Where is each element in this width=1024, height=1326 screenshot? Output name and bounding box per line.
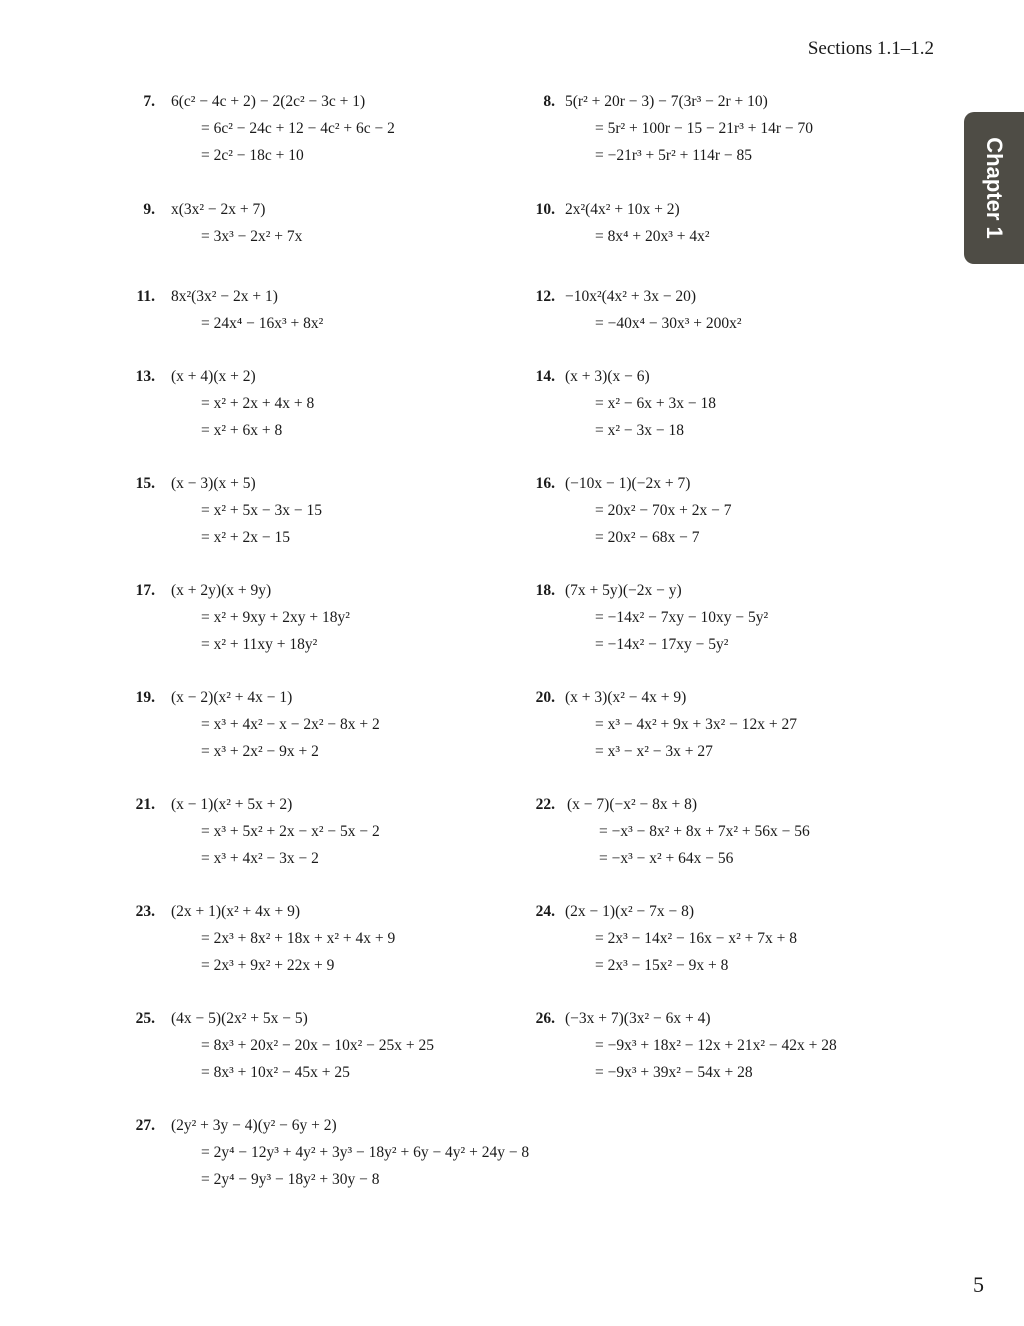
expression: (4x − 5)(2x² + 5x − 5) <box>171 1010 308 1027</box>
problem-number: 27. <box>135 1117 155 1134</box>
step: = 24x⁴ − 16x³ + 8x² <box>201 315 324 332</box>
expression: (x + 3)(x² − 4x + 9) <box>565 689 687 706</box>
step: = 8x³ + 10x² − 45x + 25 <box>201 1064 350 1081</box>
problem-number: 22. <box>535 796 555 813</box>
problem-number: 15. <box>135 475 155 492</box>
expression: (x − 3)(x + 5) <box>171 475 256 492</box>
expression: (2x − 1)(x² − 7x − 8) <box>565 903 695 920</box>
expression: x(3x² − 2x + 7) <box>171 201 266 218</box>
problem-24 <box>525 898 797 979</box>
expression: (2x + 1)(x² + 4x + 9) <box>171 903 301 920</box>
step: = 2y⁴ − 9y³ − 18y² + 30y − 8 <box>201 1171 380 1188</box>
step: = 2x³ − 14x² − 16x − x² + 7x + 8 <box>595 930 798 947</box>
step: = 20x² − 68x − 7 <box>595 529 700 546</box>
chapter-tab-label: Chapter 1 <box>982 137 1007 239</box>
step: = 2x³ + 9x² + 22x + 9 <box>201 957 335 974</box>
section-header: Sections 1.1–1.2 <box>807 38 934 59</box>
step: = 2x³ − 15x² − 9x + 8 <box>595 957 729 974</box>
problem-22 <box>525 791 810 872</box>
expression: (7x + 5y)(−2x − y) <box>565 582 682 599</box>
step: = −21r³ + 5r² + 114r − 85 <box>595 147 753 164</box>
problem-19 <box>125 684 380 765</box>
expression: (x + 2y)(x + 9y) <box>171 582 272 599</box>
expression: 5(r² + 20r − 3) − 7(3r³ − 2r + 10) <box>565 93 768 110</box>
step: = 2c² − 18c + 10 <box>201 147 304 164</box>
problem-23 <box>125 898 395 979</box>
problem-number: 8. <box>543 93 555 110</box>
step: = x² + 9xy + 2xy + 18y² <box>201 609 350 626</box>
problem-25 <box>125 1005 434 1086</box>
problem-number: 19. <box>135 689 155 706</box>
problem-18 <box>525 577 768 658</box>
problem-number: 9. <box>143 201 155 218</box>
step: = x³ + 2x² − 9x + 2 <box>201 743 319 760</box>
problem-7 <box>125 88 395 169</box>
step: = x² + 2x + 4x + 8 <box>201 395 315 412</box>
expression: 8x²(3x² − 2x + 1) <box>171 288 278 305</box>
step: = −14x² − 17xy − 5y² <box>595 636 729 653</box>
step: = x² + 11xy + 18y² <box>201 636 318 653</box>
problem-number: 11. <box>136 288 155 305</box>
problem-11 <box>125 283 323 337</box>
expression: (x − 7)(−x² − 8x + 8) <box>567 796 698 813</box>
problem-21 <box>125 791 380 872</box>
step: = 2x³ + 8x² + 18x + x² + 4x + 9 <box>201 930 396 947</box>
problem-number: 20. <box>535 689 555 706</box>
problem-26 <box>525 1005 837 1086</box>
step: = 8x⁴ + 20x³ + 4x² <box>595 228 710 245</box>
step: = −x³ − x² + 64x − 56 <box>599 850 734 867</box>
problem-14 <box>525 363 716 444</box>
step: = x³ + 4x² − 3x − 2 <box>201 850 319 867</box>
expression: (x + 3)(x − 6) <box>565 368 650 385</box>
problem-number: 18. <box>535 582 555 599</box>
problem-number: 17. <box>135 582 155 599</box>
problem-9 <box>125 196 302 250</box>
step: = x² − 6x + 3x − 18 <box>595 395 716 412</box>
problem-number: 12. <box>535 288 555 305</box>
step: = 6c² − 24c + 12 − 4c² + 6c − 2 <box>201 120 395 137</box>
chapter-tab <box>964 112 1024 264</box>
step: = x² − 3x − 18 <box>595 422 684 439</box>
page-number: 5 <box>973 1272 984 1297</box>
step: = x² + 2x − 15 <box>201 529 290 546</box>
expression: (x − 1)(x² + 5x + 2) <box>171 796 293 813</box>
problem-number: 26. <box>535 1010 555 1027</box>
problem-13 <box>125 363 314 444</box>
step: = −14x² − 7xy − 10xy − 5y² <box>595 609 769 626</box>
expression: (−10x − 1)(−2x + 7) <box>565 475 691 492</box>
problem-number: 24. <box>535 903 555 920</box>
step: = x² + 5x − 3x − 15 <box>201 502 322 519</box>
problem-20 <box>525 684 797 765</box>
step: = x² + 6x + 8 <box>201 422 283 439</box>
step: = −x³ − 8x² + 8x + 7x² + 56x − 56 <box>599 823 810 840</box>
problem-8 <box>525 88 813 169</box>
problem-12 <box>525 283 742 337</box>
problem-number: 25. <box>135 1010 155 1027</box>
expression: −10x²(4x² + 3x − 20) <box>565 288 697 305</box>
problem-number: 16. <box>535 475 555 492</box>
problem-number: 13. <box>135 368 155 385</box>
problem-27 <box>125 1112 529 1193</box>
problem-number: 10. <box>535 201 555 218</box>
step: = x³ + 4x² − x − 2x² − 8x + 2 <box>201 716 380 733</box>
problem-number: 21. <box>135 796 155 813</box>
problem-number: 23. <box>135 903 155 920</box>
step: = −9x³ + 18x² − 12x + 21x² − 42x + 28 <box>595 1037 837 1054</box>
problem-number: 7. <box>143 93 155 110</box>
expression: 6(c² − 4c + 2) − 2(2c² − 3c + 1) <box>171 93 366 110</box>
expression: 2x²(4x² + 10x + 2) <box>565 201 680 218</box>
expression: (x + 4)(x + 2) <box>171 368 256 385</box>
problem-number: 14. <box>535 368 555 385</box>
step: = x³ + 5x² + 2x − x² − 5x − 2 <box>201 823 380 840</box>
step: = 8x³ + 20x² − 20x − 10x² − 25x + 25 <box>201 1037 435 1054</box>
expression: (−3x + 7)(3x² − 6x + 4) <box>565 1010 711 1027</box>
problem-10 <box>525 196 710 250</box>
expression: (x − 2)(x² + 4x − 1) <box>171 689 293 706</box>
step: = x³ − 4x² + 9x + 3x² − 12x + 27 <box>595 716 798 733</box>
problem-16 <box>525 470 732 551</box>
step: = −9x³ + 39x² − 54x + 28 <box>595 1064 753 1081</box>
problem-15 <box>125 470 322 551</box>
step: = 5r² + 100r − 15 − 21r³ + 14r − 70 <box>595 120 814 137</box>
expression: (2y² + 3y − 4)(y² − 6y + 2) <box>171 1117 337 1134</box>
problem-17 <box>125 577 350 658</box>
step: = 3x³ − 2x² + 7x <box>201 228 303 245</box>
step: = 20x² − 70x + 2x − 7 <box>595 502 732 519</box>
step: = −40x⁴ − 30x³ + 200x² <box>595 315 742 332</box>
step: = x³ − x² − 3x + 27 <box>595 743 713 760</box>
step: = 2y⁴ − 12y³ + 4y² + 3y³ − 18y² + 6y − 4y² + 24y − 8 <box>201 1144 530 1161</box>
